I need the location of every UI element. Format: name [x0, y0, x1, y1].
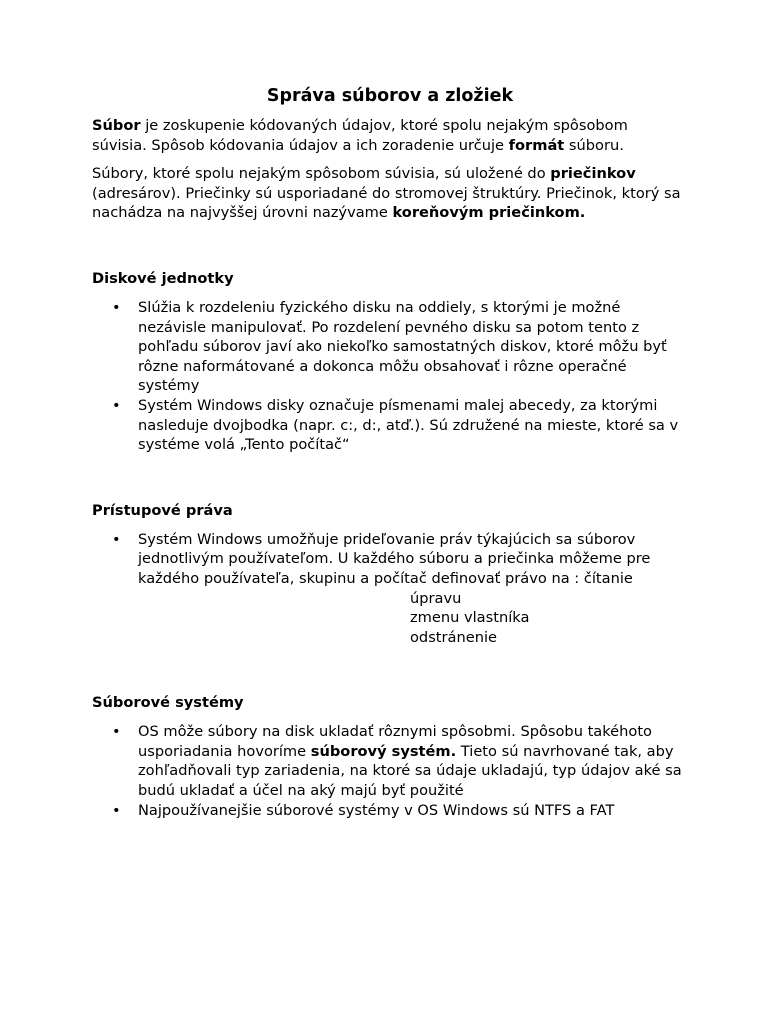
- spacer: [92, 455, 682, 501]
- disks-list: [92, 298, 682, 455]
- term-folders: priečinkov: [550, 165, 636, 183]
- rights-list: [92, 589, 682, 648]
- access-list: [92, 530, 682, 589]
- bullet-icon: •: [112, 396, 121, 414]
- list-item: • Systém Windows disky označuje písmenami malej abecedy, za ktorými nasleduje dvojbodka (napr. c:, d:, atď.). Sú združené na mieste, ktoré sa v systéme volá „Tento počítač“: [112, 396, 679, 454]
- bullet-icon: •: [112, 298, 121, 316]
- right-delete: odstránenie: [410, 628, 497, 646]
- page-title: Správa súborov a zložiek: [266, 86, 514, 106]
- bullet-icon: •: [112, 723, 121, 741]
- term-format: formát: [508, 136, 565, 154]
- filesystems-list: [92, 722, 682, 820]
- spacer: [92, 647, 682, 693]
- spacer: [92, 223, 682, 269]
- spacer: [92, 521, 682, 530]
- term-root-folder: koreňovým priečinkom.: [392, 204, 586, 222]
- intro-paragraph-file: Súbor je zoskupenie kódovaných údajov, ktoré spolu nejakým spôsobom súvisia. Spôsob kódovania údajov a ich zoradenie určuje formát súboru.: [92, 117, 628, 154]
- bullet-icon: •: [112, 530, 121, 548]
- intro-paragraph-folders: Súbory, ktoré spolu nejakým spôsobom súvisia, sú uložené do priečinkov (adresárov). Priečinky sú usporiadané do stromovej štruktúry. Priečinok, ktorý sa nachádza na najvyššej úrovni nazývame koreňovým priečinkom.: [92, 165, 681, 222]
- section-heading-access: Prístupové práva: [92, 501, 233, 519]
- list-item: • OS môže súbory na disk ukladať rôznymi spôsobmi. Spôsobu takéhoto usporiadania hovoríme súborový systém. Tieto sú navrhované tak, aby zohľadňovali typ zariadenia, na ktoré sa údaje ukladajú, typ údajov aké sa budú ukladať a účel na aký majú byť použité: [112, 723, 682, 800]
- right-change-owner: zmenu vlastníka: [410, 609, 530, 627]
- bullet-icon: •: [112, 801, 121, 819]
- section-heading-filesystems: Súborové systémy: [92, 694, 244, 712]
- list-item: • Slúžia k rozdeleniu fyzického disku na oddiely, s ktorými je možné nezávisle manipulovať. Po rozdelení pevného disku sa potom tento z pohľadu súborov javí ako niekoľko samostatných diskov, ktoré môžu byť rôzne naformátované a dokonca môžu obsahovať i rôzne operačné systémy: [112, 298, 667, 395]
- section-heading-disks: Diskové jednotky: [92, 269, 234, 287]
- list-item: • Systém Windows umožňuje prideľovanie práv týkajúcich sa súborov jednotlivým používateľom. U každého súboru a priečinka môžeme pre každého používateľa, skupinu a počítač definovať právo na : čítanie: [112, 530, 651, 587]
- term-file-system: súborový systém.: [310, 742, 457, 760]
- document-page: [92, 85, 682, 820]
- right-edit: úpravu: [410, 589, 462, 607]
- spacer: [92, 289, 682, 298]
- list-item: • Najpoužívanejšie súborové systémy v OS Windows sú NTFS a FAT: [112, 801, 615, 819]
- spacer: [92, 713, 682, 722]
- term-file: Súbor: [92, 117, 141, 134]
